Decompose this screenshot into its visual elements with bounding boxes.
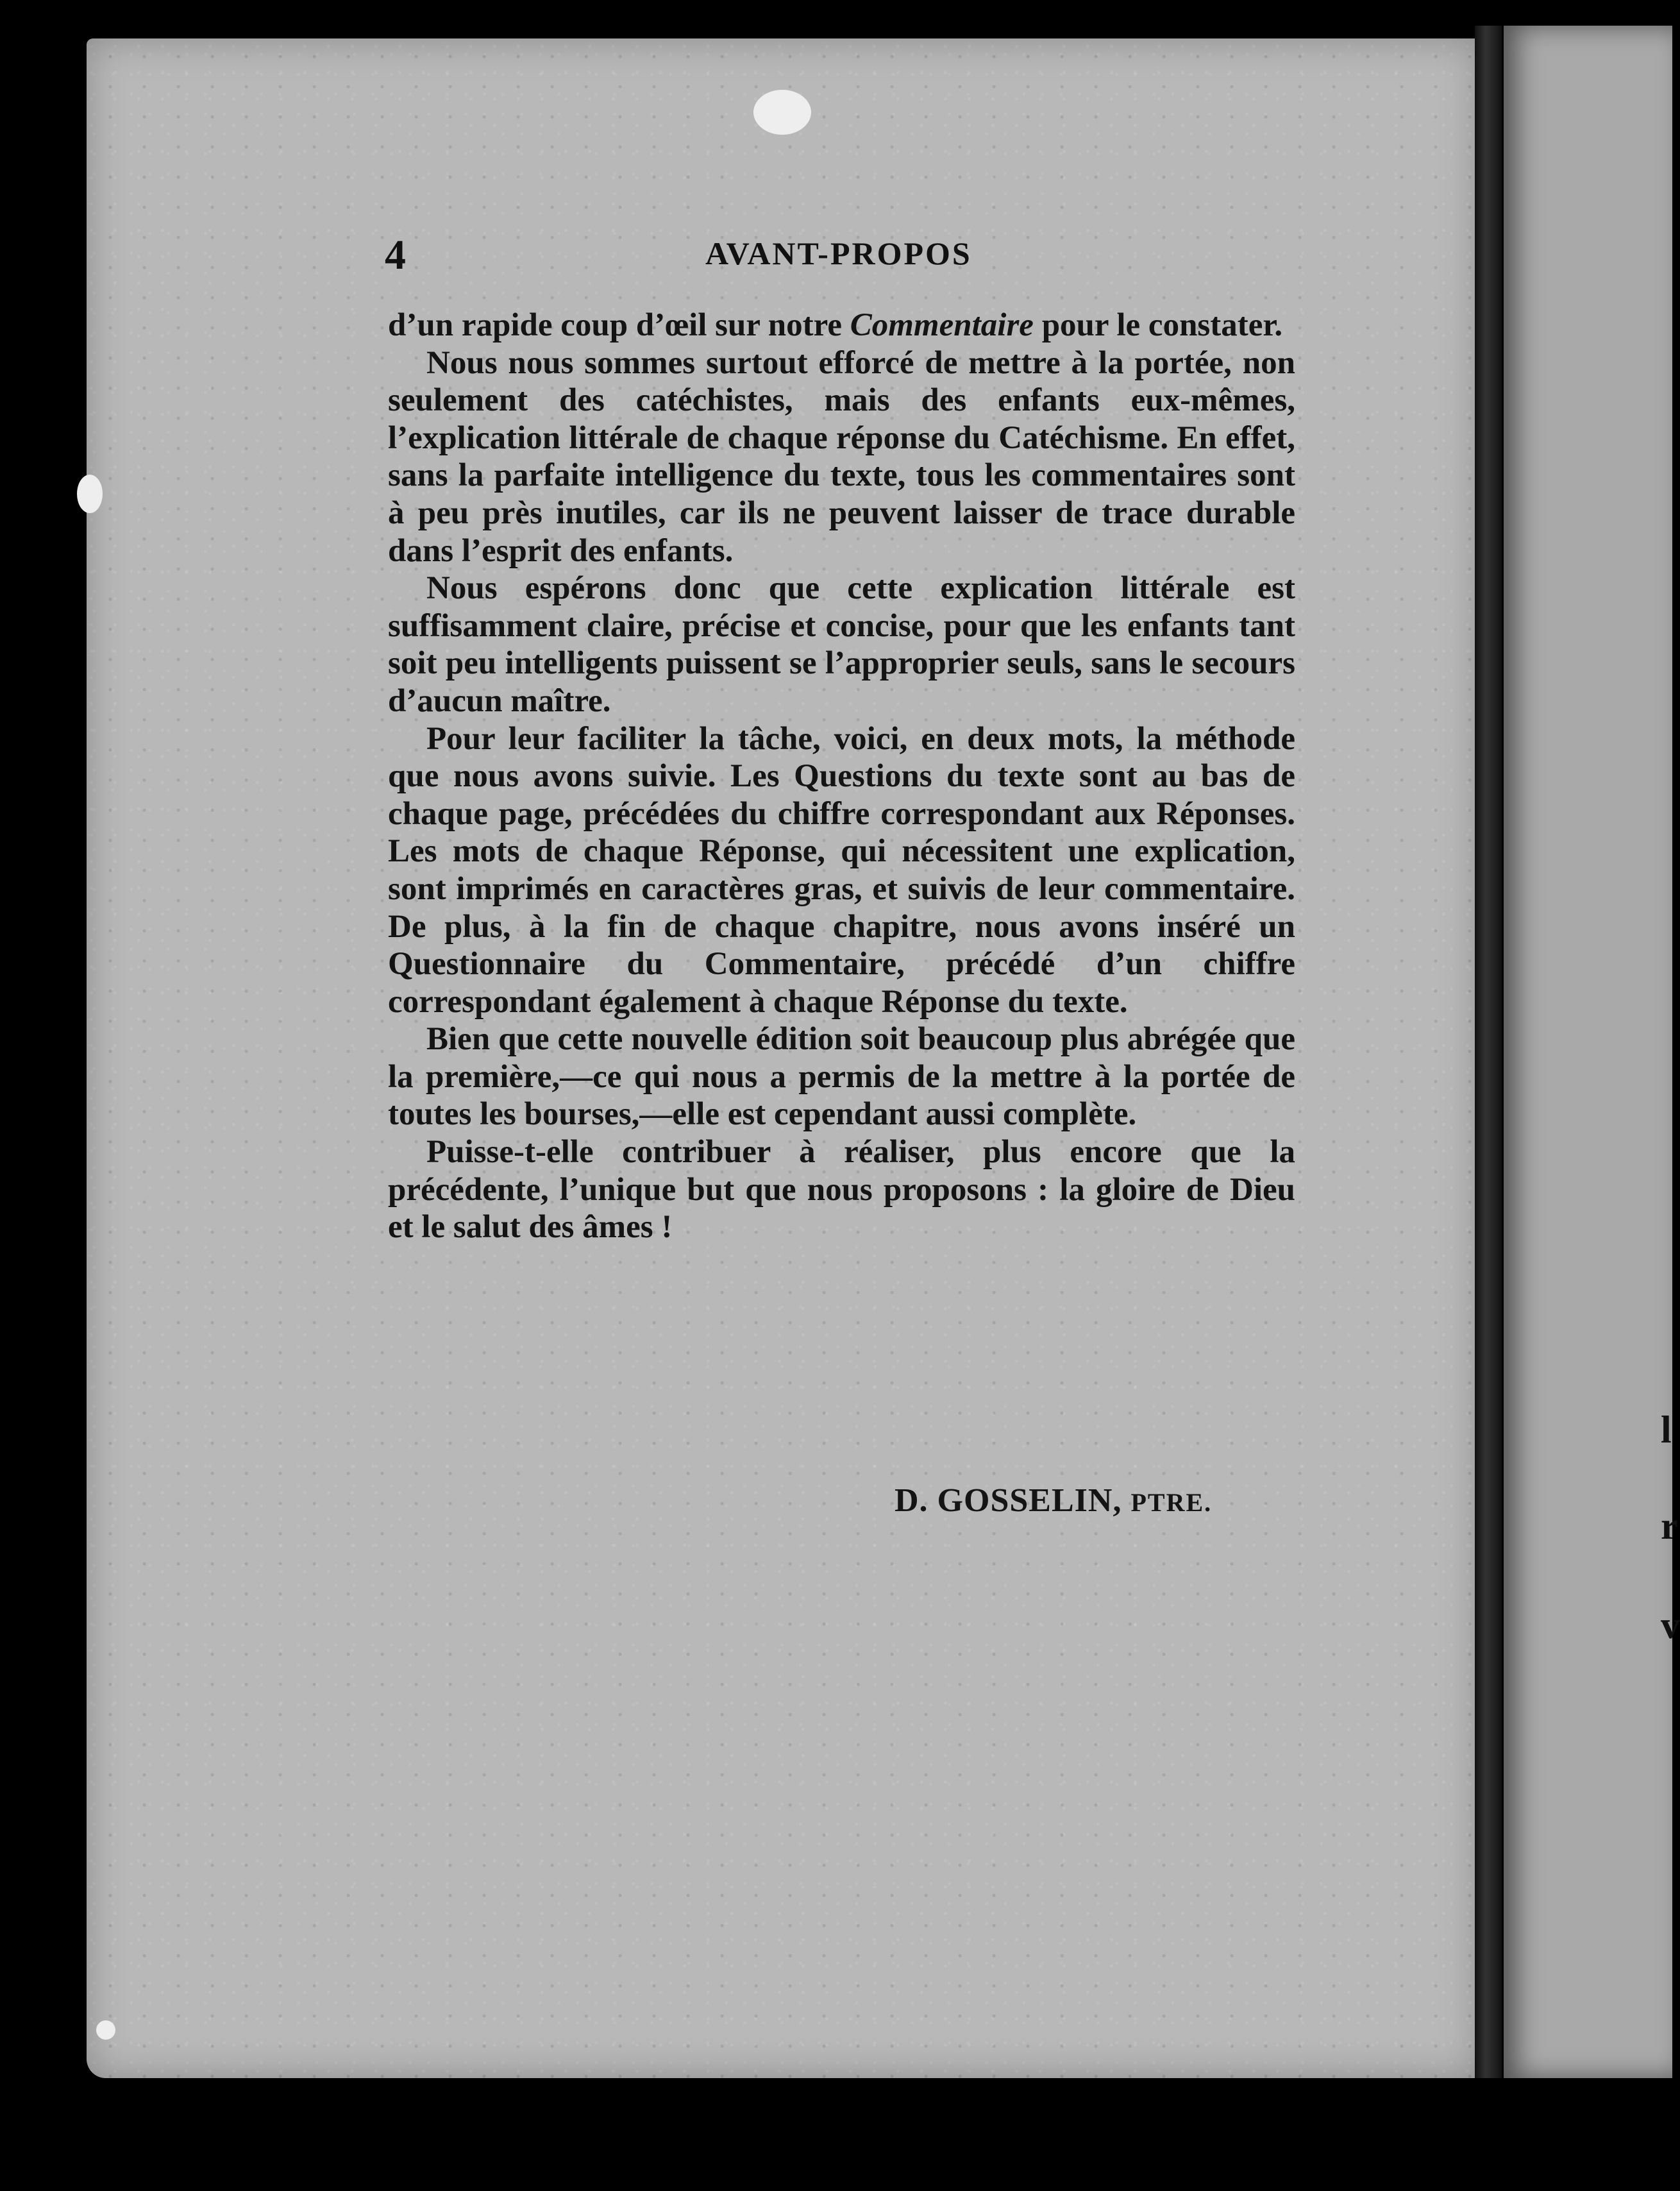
running-head: AVANT-PROPOS <box>705 235 972 271</box>
right-page-fragment: r <box>1661 1505 1678 1547</box>
right-page-edge <box>1504 26 1672 2078</box>
paragraph: Puisse-t-elle contribuer à réaliser, plus encore que la précédente, l’unique but que nous proposons : la gloire de Dieu et le salut des âmes ! <box>388 1134 1295 1246</box>
signature-title: PTRE. <box>1130 1488 1213 1517</box>
paragraph-text: pour le constater. <box>1033 307 1283 343</box>
paragraph-text: d’un rapide coup d’œil sur notre <box>388 307 850 343</box>
paper-blemish <box>753 90 811 135</box>
signature <box>895 1482 1212 1519</box>
paragraph: Pour leur faciliter la tâche, voici, en deux mots, la méthode que nous avons suivie. Les Questions du texte sont au bas de chaque page, précédées du chiffre correspondant aux Réponses. Les mots de chaque Réponse, qui nécessitent une explication, sont imprimés en caractères gras, et suivis de leur commentaire. De plus, à la fin de chaque chapitre, nous avons inséré un Questionnaire du Commentaire, précédé d’un chiffre correspondant également à chaque Réponse du texte. <box>388 720 1295 1020</box>
page-number: 4 <box>385 232 406 278</box>
paragraph: Nous nous sommes surtout efforcé de mettre à la portée, non seulement des catéchistes, mais des enfants eux-mêmes, l’explication littérale de chaque réponse du Catéchisme. En effet, sans la parfaite intelligence du texte, tous les commentaires sont à peu près inutiles, car ils ne peuvent laisser de trace durable dans l’esprit des enfants. <box>388 344 1295 569</box>
paper-blemish <box>96 2020 115 2040</box>
book-spine <box>1475 26 1502 2078</box>
paragraph: Bien que cette nouvelle édition soit beaucoup plus abrégée que la première,—ce qui nous a permis de la mettre à la portée de toutes les bourses,—elle est cependant aussi complète. <box>388 1021 1295 1133</box>
signature-name: D. GOSSELIN, <box>895 1482 1122 1519</box>
page-header <box>385 231 1411 282</box>
page-body <box>388 307 1295 1246</box>
right-page-fragment: l <box>1661 1408 1672 1451</box>
paragraph: Nous espérons donc que cette explication littérale est suffisamment claire, précise et concise, pour que les enfants tant soit peu intelligents puissent se l’approprier seuls, sans le secours d’aucun maître. <box>388 570 1295 719</box>
italic-term: Commentaire <box>850 307 1034 343</box>
paper-blemish <box>77 475 103 513</box>
paragraph <box>388 307 1295 344</box>
right-page-fragment: v <box>1661 1604 1680 1646</box>
